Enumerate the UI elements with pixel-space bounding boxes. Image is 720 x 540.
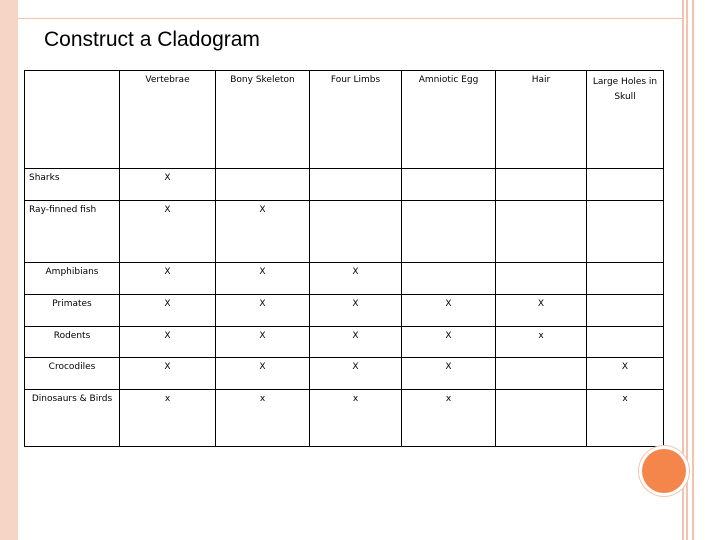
table-cell: X	[120, 263, 216, 295]
row-label: Crocodiles	[25, 358, 120, 390]
cladogram-table	[24, 70, 664, 447]
table-header-row	[25, 71, 664, 169]
row-label: Rodents	[25, 327, 120, 358]
table-cell: x	[402, 390, 496, 447]
table-cell: X	[402, 358, 496, 390]
table-cell	[496, 201, 587, 263]
table-cell: X	[310, 358, 402, 390]
row-label: Sharks	[25, 169, 120, 201]
table-cell: x	[310, 390, 402, 447]
slide-border-left	[0, 0, 18, 540]
row-label: Dinosaurs & Birds	[25, 390, 120, 447]
table-cell	[496, 390, 587, 447]
table-cell	[587, 169, 664, 201]
decorative-orange-circle	[642, 449, 686, 493]
header-cell-bony-skeleton: Bony Skeleton	[216, 71, 310, 169]
table-cell	[587, 201, 664, 263]
table-row	[25, 327, 664, 358]
table-cell: X	[310, 263, 402, 295]
table-cell: X	[216, 295, 310, 327]
table-cell	[496, 169, 587, 201]
header-cell-amniotic-egg: Amniotic Egg	[402, 71, 496, 169]
table-cell: x	[216, 390, 310, 447]
table-row	[25, 263, 664, 295]
table-cell: X	[120, 169, 216, 201]
table-row	[25, 295, 664, 327]
table-row	[25, 201, 664, 263]
table-cell	[587, 327, 664, 358]
table-cell: x	[120, 390, 216, 447]
header-cell-empty	[25, 71, 120, 169]
table-cell: X	[587, 358, 664, 390]
table-cell: X	[120, 358, 216, 390]
table-row	[25, 169, 664, 201]
row-label: Primates	[25, 295, 120, 327]
table-cell: X	[402, 295, 496, 327]
table-row	[25, 390, 664, 447]
table-cell	[587, 295, 664, 327]
slide-border-right-outer	[690, 0, 694, 540]
table-cell	[402, 201, 496, 263]
table-cell	[310, 169, 402, 201]
table-cell	[310, 201, 402, 263]
table-cell	[402, 169, 496, 201]
table-cell	[216, 169, 310, 201]
header-cell-four-limbs: Four Limbs	[310, 71, 402, 169]
slide-top-rule	[18, 18, 684, 19]
table-cell: X	[216, 358, 310, 390]
row-label: Ray-finned fish	[25, 201, 120, 263]
table-cell: X	[120, 295, 216, 327]
header-cell-vertebrae: Vertebrae	[120, 71, 216, 169]
table-cell: X	[310, 295, 402, 327]
table-cell: X	[310, 327, 402, 358]
table-cell	[587, 263, 664, 295]
table-cell: X	[216, 263, 310, 295]
table-row	[25, 358, 664, 390]
table-cell	[496, 263, 587, 295]
page-title: Construct a Cladogram	[44, 28, 260, 51]
header-cell-large-holes: Large Holes in Skull	[587, 71, 664, 169]
table-cell: X	[120, 327, 216, 358]
table-cell: x	[496, 327, 587, 358]
row-label: Amphibians	[25, 263, 120, 295]
table-cell: X	[496, 295, 587, 327]
table-cell: X	[216, 201, 310, 263]
table-cell	[496, 358, 587, 390]
header-cell-hair: Hair	[496, 71, 587, 169]
table-cell: X	[402, 327, 496, 358]
table-cell: X	[216, 327, 310, 358]
table-cell: X	[120, 201, 216, 263]
table-cell: x	[587, 390, 664, 447]
table-cell	[402, 263, 496, 295]
